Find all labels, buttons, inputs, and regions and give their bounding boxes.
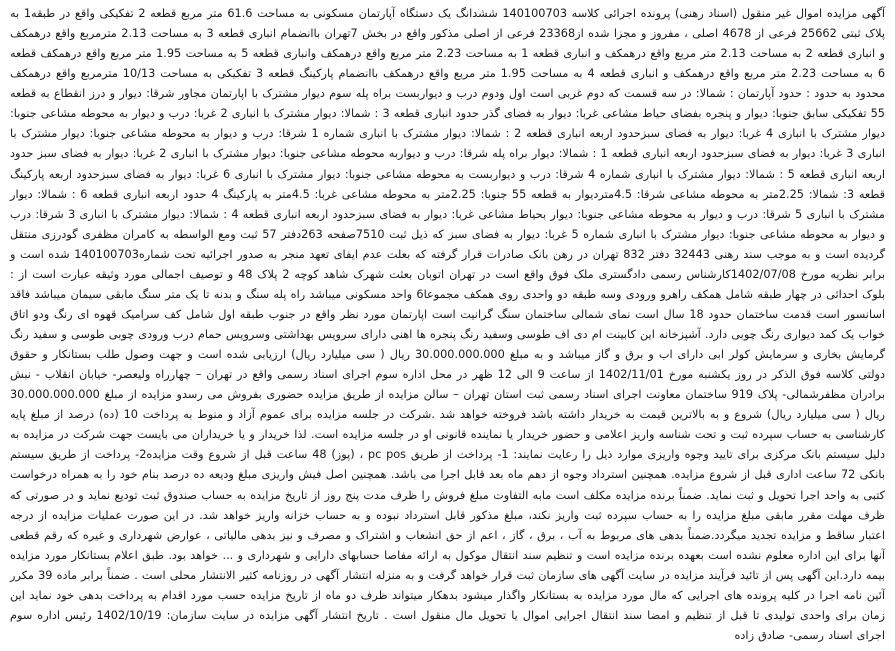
notice-body-text: آگهی مزایده اموال غیر منقول (اسناد رهنی) پرونده اجرائی کلاسه 140100703 ششدانگ یک دستگاه آپارتمان مسکونی به مساحت 61.6 متر مربع قطعه 2 تفکیکی واقع در طبقه1 به پلاک ثبتی 25662 فرعی از 4678 اصلی ، مفروز و مجزا شده از23368 فرعی از اصلی مذکور واقع در بخش 7تهران باانضمام انباری قطعه 3 به مساحت 2.13 مترمربع واقع درهمکف و انباری قطعه 2 به مساحت 2.13 متر مربع واقع درهمکف و انباری قطعه 1 به مساحت 2.23 متر مربع واقع درهمکف وانباری قطعه 5 به مساحت 1.95 متر مربع واقع درهمکف قطعه 6 به مساحت 2.23 متر مربع واقع درهمکف و انباری قطعه 4 به مساحت 1.95 متر مربع واقع درهمکف باانضمام پارکینگ قطعه 3 تفکیکی به مساحت 10/13 مترمربع واقع درهمکف محدود به حدود : حدود آپارتمان : شمالا: در سه قسمت که دوم غربی است اول ودوم درب و دیواربست براه پله سوم دیوار مشترک با اپارتمان مجاور شرقا: دیوار و درز انقطاع به قطعه 55 تفکیکی سابق جنوبا: دیوار و پنجره بفضای حیاط مشاعی غربا: دیوار به فضای گذر حدود انباری قطعه 3 : شمالا: دیوار مشترک با انباری 2 غربا: درب و دیوار به محوطه مشاعی جنوبا: دیوار مشترک با انباری 4 غربا: دیوار به فضای سبزحدود اربعه انباری قطعه 2 : شمالا: دیوار مشترک با انباری شماره 1 شرقا: درب و دیوار به محوطه مشاعی جنوبا: دیوار مشترک با انباری 3 غربا: دیوار به فضای سبزحدود اربعه انباری قطعه 1 : شمالا: دیوار براه پله شرقا: درب و دیواربه محوطه مشاعی جنوبا: دیوار مشترک با انباری 2 غربا: دیوار به فضای سبز حدود اربعه انباری قطعه 5 : شمالا: دیوار مشترک با انباری شماره 4 شرقا: درب و دیواربست به محوطه مشاعی جنوبا: دیوار مشترک با انباری 6 غربا: دیوار به فضای سبزحدود اربعه پارکینگ قطعه 3: شمالا: 2.25متر به محوطه مشاعی شرقا: 4.5متردیوار به قطعه 55 جنوبا: 2.25متر به محوطه مشاعی غربا: 4.5متر به پارکینگ 4 حدود اربعه انباری قطعه 6 : شمالا: دیوار مشترک با انباری 5 شرقا: درب و دیوار به محوطه مشاعی جنوبا: دیوار بحیاط مشاعی غربا: دیوار به فضای سبزحدود اربعه انباری قطعه 4 : شمالا: دیوار مشترک با انباری 3 شرقا: درب و دیوار به محوطه مشاعی جنوبا: دیوار مشترک با انباری شماره 5 غربا: دیوار به فضای سبز که ذیل ثبت 7510صفحه 263دفتر 57 ثبت ومع الواسطه به کامران مظفری گودرزی منتقل گردیده است و به موجب سند رهنی 32443 دفتر 832 تهران در رهن بانک صادرات قرار گرفته که بعلت عدم ایفای تعهد منجر به صدور اجرائیه تحت شماره140100703 شده است و برابر نظریه مورخ 1402/07/08کارشناس رسمی دادگستری ملک فوق واقع است در تهران اتوبان بعثت شهرک شاهد کوچه 2 پلاک 48 و توصیف اجمالی مورد وثیقه عبارت است از : بلوک احداثی در چهار طبقه شامل همکف راهرو ورودی وسه طبقه دو واحدی روی همکف مجموعا6 واحد مسکونی میباشد راه پله سنگ و بدنه تا یک متر سنگ مابقی سیمان میباشد فاقد اسانسور است قدمت ساختمان حدود 18 سال است نمای شمالی ساختمان سنگ گرانیت است اپارتمان مورد نظر واقع در جنوب طبقه اول شامل کف سرامیک قهوه ای رنگ ودو اتاق خواب یک کمد دیواری رنگ چوبی دارد. آشپزخانه این کابینت ام دی اف طوسی وسفید رنگ پنجره ها اهنی دارای سرویس بهداشتی وسرویس حمام درب ورودی چوبی طوسی و سفید رنگ گرمایش بخاری و سرمایش کولر ابی دارای اب و برق و گاز میباشد و به مبلغ 30.000.000.000 ریال ( سی میلیارد ریال) ارزیابی شده است و جهت وصول طلب بستانکار و حقوق دولتی کلاسه فوق الذکر در روز یکشنبه مورخ 1402/11/01 از ساعت 9 الی 12 ظهر در محل اداره سوم اجرای اسناد رسمی واقع در تهران – چهارراه ولیعصر- خیابان انقلاب - نبش برادران مظفرشمالی- پلاک 919 ساختمان معاونت اجرای اسناد رسمی ثبت استان تهران – سالن مزایده از طریق مزایده حضوری بفروش می رسدو مزایده از مبلغ 30.000.000.000 ریال ( سی میلیارد ریال) شروع و به بالاترین قیمت به خریدار داشته باشد فروخته خواهد شد .شرکت در جلسه مزایده برای عموم آزاد و منوط به پرداخت 10 (ده) درصد از مبلغ پایه کارشناسی به حساب سپرده ثبت و تحت شناسه واریز اعلامی و حضور خریدار یا نماینده قانونی او در جلسه مزایده است. لذا خریدار و یا خریداران می بایست جهت شرکت در مزایده به دلیل سیستم بانک مرکزی برای تایید وجوه واریزی موارد ذیل را رعایت نمایند: 1- پرداخت از طریق pc pos ، (پوز) 48 ساعت قبل از شروع وقت مزایده2- پرداخت از طریق سیستم بانکی 72 ساعت اداری قبل از شروع مزایده. همچنین استرداد وجوه از دهم ماه بعد قابل اجرا می باشد. همچنین اصل فیش واریزی مبلغ ودیعه ده درصد بنام خود را به همراه درخواست کتبی به واحد اجرا تحویل و ثبت نماید. ضمناً برنده مزایده مکلف است مابه التفاوت مبلغ فروش را ظرف مدت پنج روز از تاریخ مزایده به حساب صندوق ثبت تودیع نماید و در صورتی که ظرف مهلت مقرر مابقی مبلغ مزایده را به حساب سپرده ثبت واریز نکند، مبلغ مذکور قابل استرداد نبوده و به حساب خزانه واریز خواهد شد. در این صورت عملیات مزایده از درجه اعتبار ساقط و مزایده تجدید میگردد.ضمناً بدهی های مربوط به آب ، برق ، گاز ، اعم از حق انشعاب و اشتراک و مصرف و نیز بدهی مالیاتی ، عوارض شهرداری و غیره که رقم قطعی آنها برای این اداره معلوم نشده است بعهده برنده مزایده است و تنظیم سند انتقال موکول به ارائه مفاصا حسابهای دارایی و شهرداری و ... خواهد بود. طبق اعلام بستانکار مورد مزایده بیمه دارد.این آگهی پس از تائید فرآیند مزایده در سایت آگهی های سازمان ثبت قرار خواهد گرفت و به منزله انتشار آگهی در روزنامه کثیر الانتشار محلی است . ضمناً برابر ماده 39 مکرر آئین نامه اجرا در کلیه پرونده های اجرایی که مال مورد مزایده به بستانکار واگذار میشود بدهکار میتواند ظرف دو ماه از تاریخ مزایده حسب مورد اقدام به پرداخت بدهی خود نماید این زمان برای واحدی تولیدی تا قبل از تنظیم و امضا سند انتقال اجرایی اموال یا تحویل مال منقول است . تاریخ انتشار آگهی مزایده در سایت سازمان: 1402/10/19 رئیس اداره سوم اجرای اسناد رسمی- صادق زاده — [10, 7, 886, 642]
